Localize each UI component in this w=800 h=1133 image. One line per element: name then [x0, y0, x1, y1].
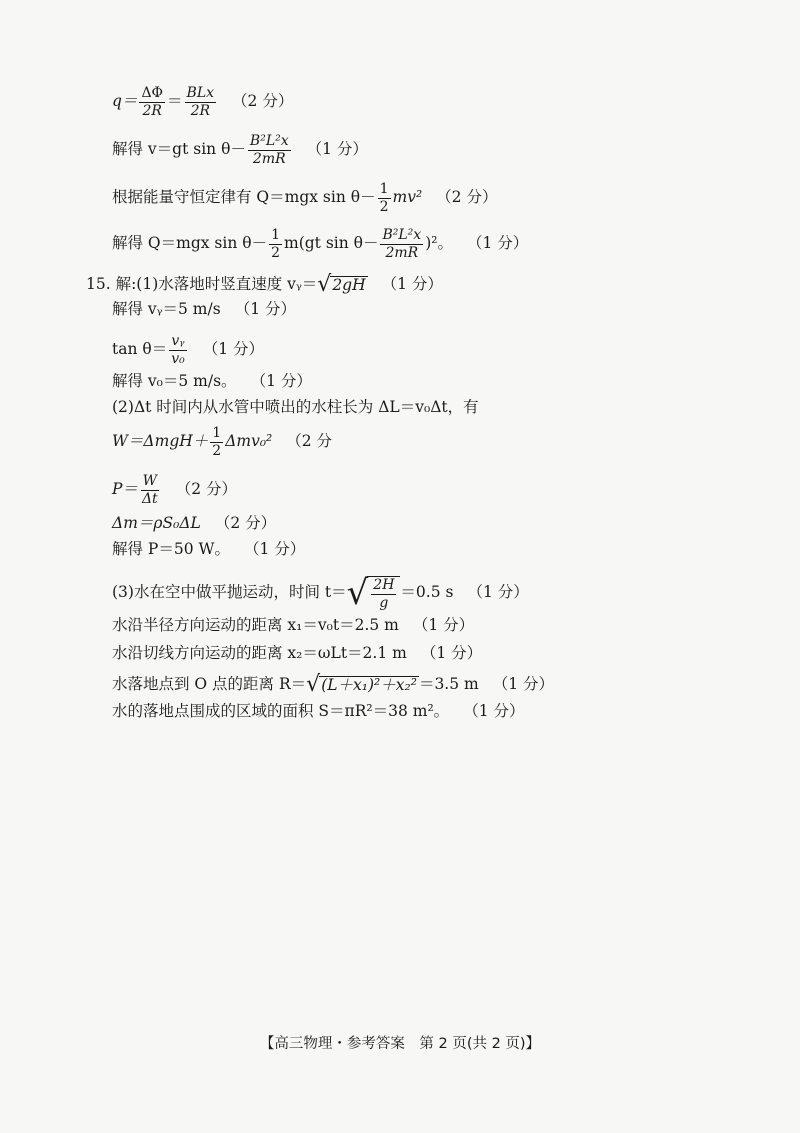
Q-mid: m(gt sin θ－	[284, 234, 379, 253]
W-frac-num: 1	[212, 425, 222, 441]
page-footer: 【高三物理・参考答案 第 2 页(共 2 页)】	[259, 1036, 541, 1052]
tan-points: （1 分）	[202, 340, 265, 359]
part3-sqrt: √ $\frac{2H}{g}$	[347, 576, 401, 610]
part3-sqrt-den: g	[379, 594, 389, 611]
v-frac	[248, 134, 291, 166]
energy-suffix: mv²	[392, 188, 423, 207]
part3-suffix: ＝0.5 s	[400, 583, 454, 602]
part3-points: （1 分）	[467, 583, 529, 602]
line-q15-part1	[86, 274, 443, 296]
Q-frac-1-den: 2	[271, 244, 280, 261]
part3-sqrt-frac	[371, 578, 396, 610]
v-points: （1 分）	[306, 140, 368, 159]
line-S-area	[112, 704, 524, 720]
x2-points: （1 分）	[420, 644, 483, 662]
energy-points: （2 分）	[436, 188, 498, 207]
S-text: 水的落地点围成的区域的面积 S＝πR²＝38 m²。	[112, 702, 450, 720]
part2-text: (2)Δt 时间内从水管中喷出的水柱长为 ΔL＝v₀Δt，有	[112, 398, 479, 416]
q-frac-1-den: 2R	[142, 102, 162, 119]
line-v-solution	[112, 134, 368, 166]
v0-text: 解得 v₀＝5 m/s。	[112, 372, 237, 390]
line-q-charge: q＝ $\frac{\Delta\Phi}{2R}$ ＝ $\frac{\text{BLx}}{2R}$ （2 分）	[112, 85, 294, 119]
q-eq: q＝	[112, 92, 138, 111]
q-points: （2 分）	[232, 92, 294, 111]
W-suffix: Δmv₀²	[225, 432, 273, 451]
line-energy-conservation	[112, 182, 497, 214]
Q-frac-1-num: 1	[271, 227, 280, 243]
W-frac	[210, 426, 223, 458]
energy-prefix: 根据能量守恒定律有 Q＝mgx sin θ－	[112, 188, 376, 207]
part3-prefix: (3)水在空中做平抛运动，时间 t＝	[112, 583, 347, 602]
q-frac-1-num: ΔΦ	[141, 85, 164, 101]
W-prefix: W＝ΔmgH＋	[112, 432, 209, 451]
v-prefix: 解得 v＝gt sin θ－	[112, 140, 246, 159]
x1-points: （1 分）	[412, 616, 475, 634]
energy-frac-num: 1	[379, 181, 389, 197]
Q-prefix: 解得 Q＝mgx sin θ－	[112, 234, 268, 253]
Q-suffix: )²。	[425, 234, 453, 253]
line-delta-m	[112, 516, 276, 532]
line-v0-result	[112, 374, 312, 390]
line-Q-solution	[112, 228, 528, 260]
Q-frac-2	[380, 228, 423, 260]
P-frac	[140, 474, 160, 506]
line-q15-part3	[112, 573, 529, 614]
v-frac-den: 2mR	[252, 150, 286, 167]
P-prefix: P＝	[112, 480, 138, 499]
R-suffix: ＝3.5 m	[418, 675, 479, 694]
q15-points: （1 分）	[381, 275, 443, 294]
q15-sqrt-body: 2gH	[332, 276, 366, 295]
line-vy-result	[112, 302, 296, 318]
x2-text: 水沿切线方向运动的距离 x₂＝ωLt＝2.1 m	[112, 644, 407, 662]
v-frac-num: B²L²x	[249, 133, 289, 149]
line-R	[112, 674, 554, 696]
q15-sqrt: √ 2gH	[317, 272, 366, 297]
R-sqrt-body: (L＋x₁)²＋x₂²	[321, 676, 417, 695]
v0-points: （1 分）	[250, 372, 312, 390]
tan-prefix: tan θ＝	[112, 340, 168, 359]
W-frac-den: 2	[212, 442, 222, 459]
energy-frac-den: 2	[379, 198, 389, 215]
tan-num: vᵧ	[171, 333, 185, 349]
line-q15-part2	[112, 400, 479, 416]
q-frac-1	[139, 86, 165, 118]
Q-frac-2-num: B²L²x	[382, 227, 422, 243]
R-prefix: 水落地点到 O 点的距离 R＝	[112, 675, 307, 694]
P-points: （2 分）	[175, 480, 237, 499]
dm-points: （2 分）	[214, 514, 277, 532]
line-P-result	[112, 542, 305, 558]
P-num: W	[142, 473, 157, 489]
Q-frac-1	[269, 228, 282, 260]
part3-sqrt-num: 2H	[373, 577, 395, 593]
Q-points: （1 分）	[466, 234, 529, 253]
P-den: Δt	[141, 490, 158, 507]
tan-den: v₀	[171, 350, 185, 367]
P50-text: 解得 P＝50 W。	[112, 540, 230, 558]
dm-text: Δm＝ρS₀ΔL	[112, 514, 201, 532]
tan-frac	[169, 334, 187, 366]
R-sqrt: √ (L＋x₁)²＋x₂²	[306, 672, 417, 697]
line-work	[112, 426, 332, 458]
q-frac-2-num: BLx	[186, 85, 215, 101]
W-points: （2 分	[286, 432, 333, 451]
Q-frac-2-den: 2mR	[385, 244, 419, 261]
x1-text: 水沿半径方向运动的距离 x₁＝v₀t＝2.5 m	[112, 616, 399, 634]
line-power	[112, 474, 237, 506]
vy-text: 解得 vᵧ＝5 m/s	[112, 300, 221, 318]
vy-points: （1 分）	[234, 300, 296, 318]
energy-frac	[378, 182, 391, 214]
line-x1	[112, 618, 474, 634]
line-x2	[112, 646, 482, 662]
q-frac-2-den: 2R	[190, 102, 211, 119]
q-frac-2	[185, 86, 216, 118]
R-points: （1 分）	[492, 675, 555, 694]
P50-points: （1 分）	[243, 540, 306, 558]
line-tan-theta	[112, 334, 264, 366]
q15-prefix: 15. 解:(1)水落地时竖直速度 vᵧ＝	[86, 275, 318, 294]
S-points: （1 分）	[463, 702, 525, 720]
